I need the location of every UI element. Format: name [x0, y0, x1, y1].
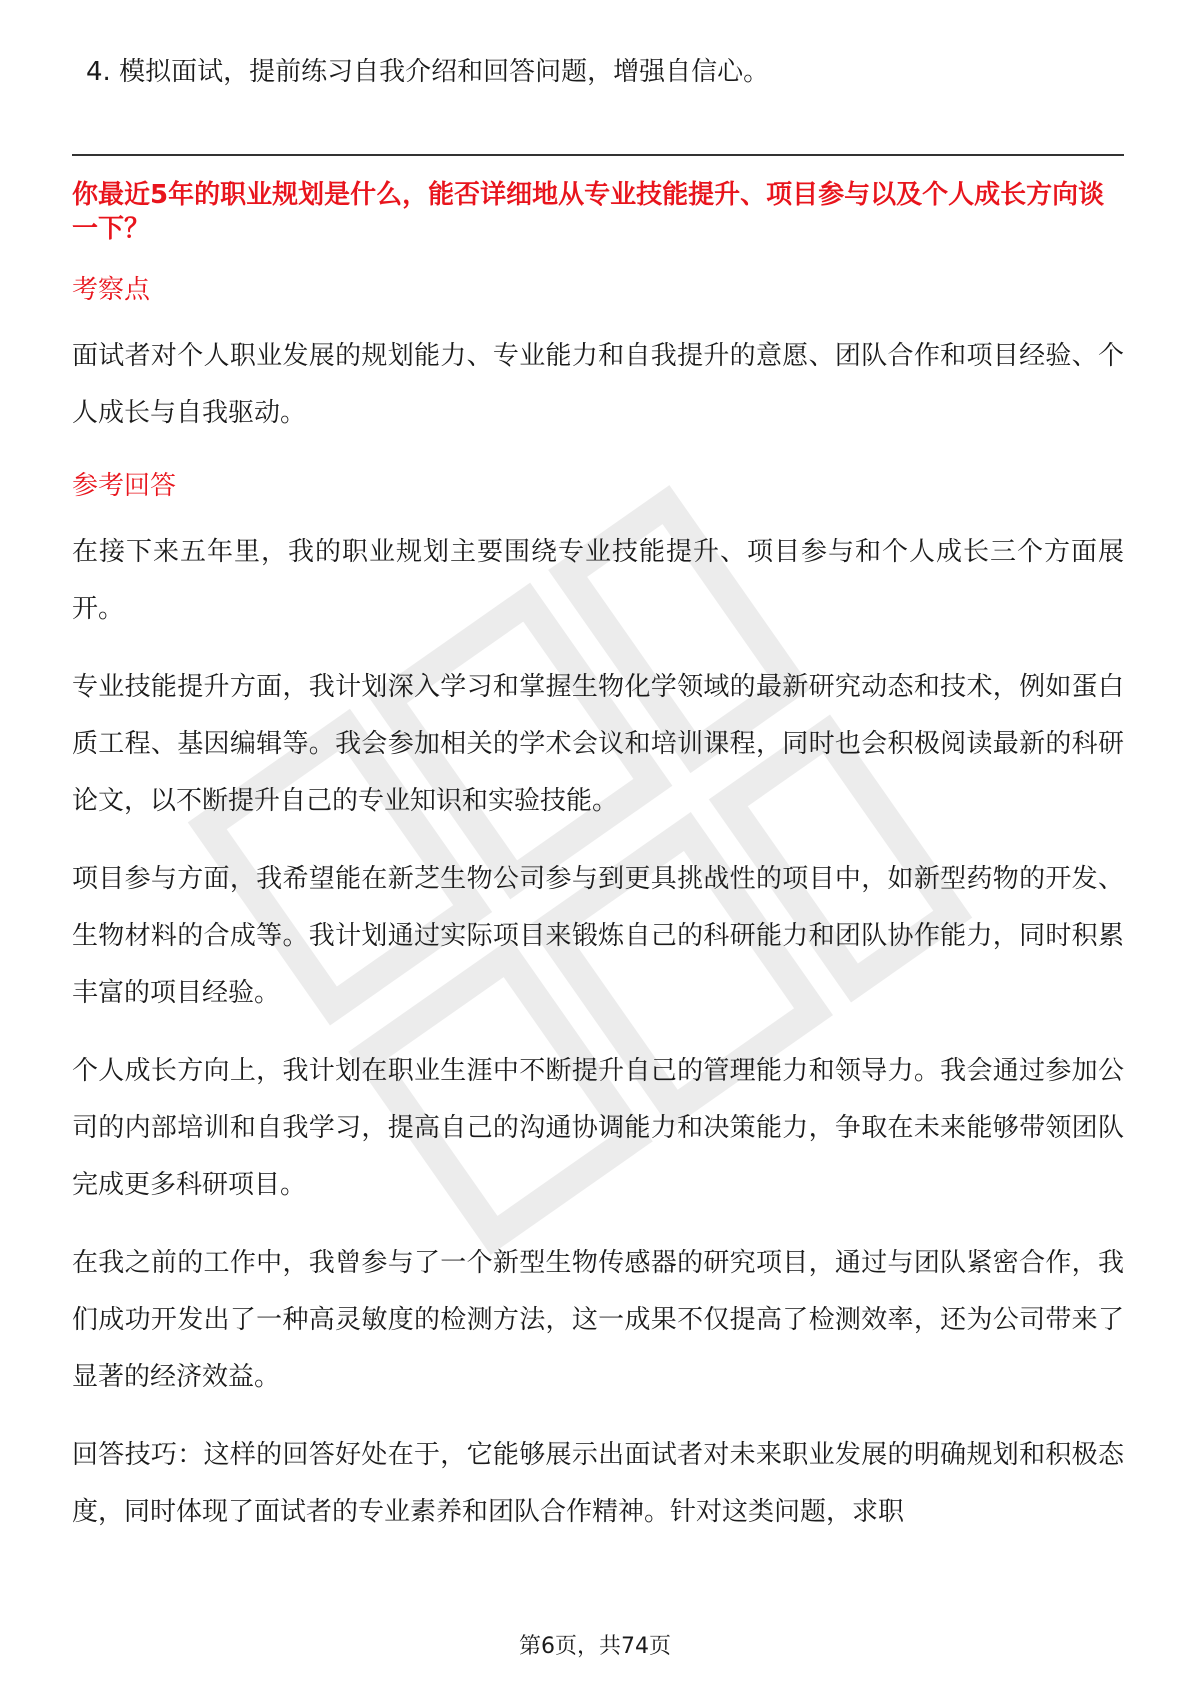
list-item-4: 4. 模拟面试，提前练习自我介绍和回答问题，增强自信心。 — [86, 57, 770, 87]
page-footer: 第6页，共74页 — [519, 1634, 671, 1659]
answer-paragraph: 个人成长方向上，我计划在职业生涯中不断提升自己的管理能力和领导力。我会通过参加公司的内部培训和自我学习，提高自己的沟通协调能力和决策能力，争取在未来能够带领团队完成更多科研项目。 — [72, 1056, 1124, 1200]
content-area — [72, 52, 1124, 1541]
answer-paragraph: 项目参与方面，我希望能在新芝生物公司参与到更具挑战性的项目中，如新型药物的开发、生物材料的合成等。我计划通过实际项目来锻炼自己的科研能力和团队协作能力，同时积累丰富的项目经验。 — [72, 864, 1124, 1008]
section-divider — [72, 154, 1124, 156]
answer-paragraph: 在我之前的工作中，我曾参与了一个新型生物传感器的研究项目，通过与团队紧密合作，我们成功开发出了一种高灵敏度的检测方法，这一成果不仅提高了检测效率，还为公司带来了显著的经济效益。 — [72, 1248, 1124, 1392]
reference-answer-label: 参考回答 — [72, 471, 177, 501]
question-heading: 你最近5年的职业规划是什么，能否详细地从专业技能提升、项目参与以及个人成长方向谈一下？ — [72, 180, 1105, 244]
answer-paragraph: 专业技能提升方面，我计划深入学习和掌握生物化学领域的最新研究动态和技术，例如蛋白质工程、基因编辑等。我会参加相关的学术会议和培训课程，同时也会积极阅读最新的科研论文，以不断提升自己的专业知识和实验技能。 — [72, 672, 1124, 816]
answer-tips-paragraph: 回答技巧：这样的回答好处在于，它能够展示出面试者对未来职业发展的明确规划和积极态度，同时体现了面试者的专业素养和团队合作精神。针对这类问题，求职 — [72, 1440, 1124, 1527]
answer-paragraph: 在接下来五年里，我的职业规划主要围绕专业技能提升、项目参与和个人成长三个方面展开。 — [72, 537, 1124, 624]
exam-point-text: 面试者对个人职业发展的规划能力、专业能力和自我提升的意愿、团队合作和项目经验、个人成长与自我驱动。 — [72, 341, 1124, 428]
exam-point-label: 考察点 — [72, 275, 151, 305]
